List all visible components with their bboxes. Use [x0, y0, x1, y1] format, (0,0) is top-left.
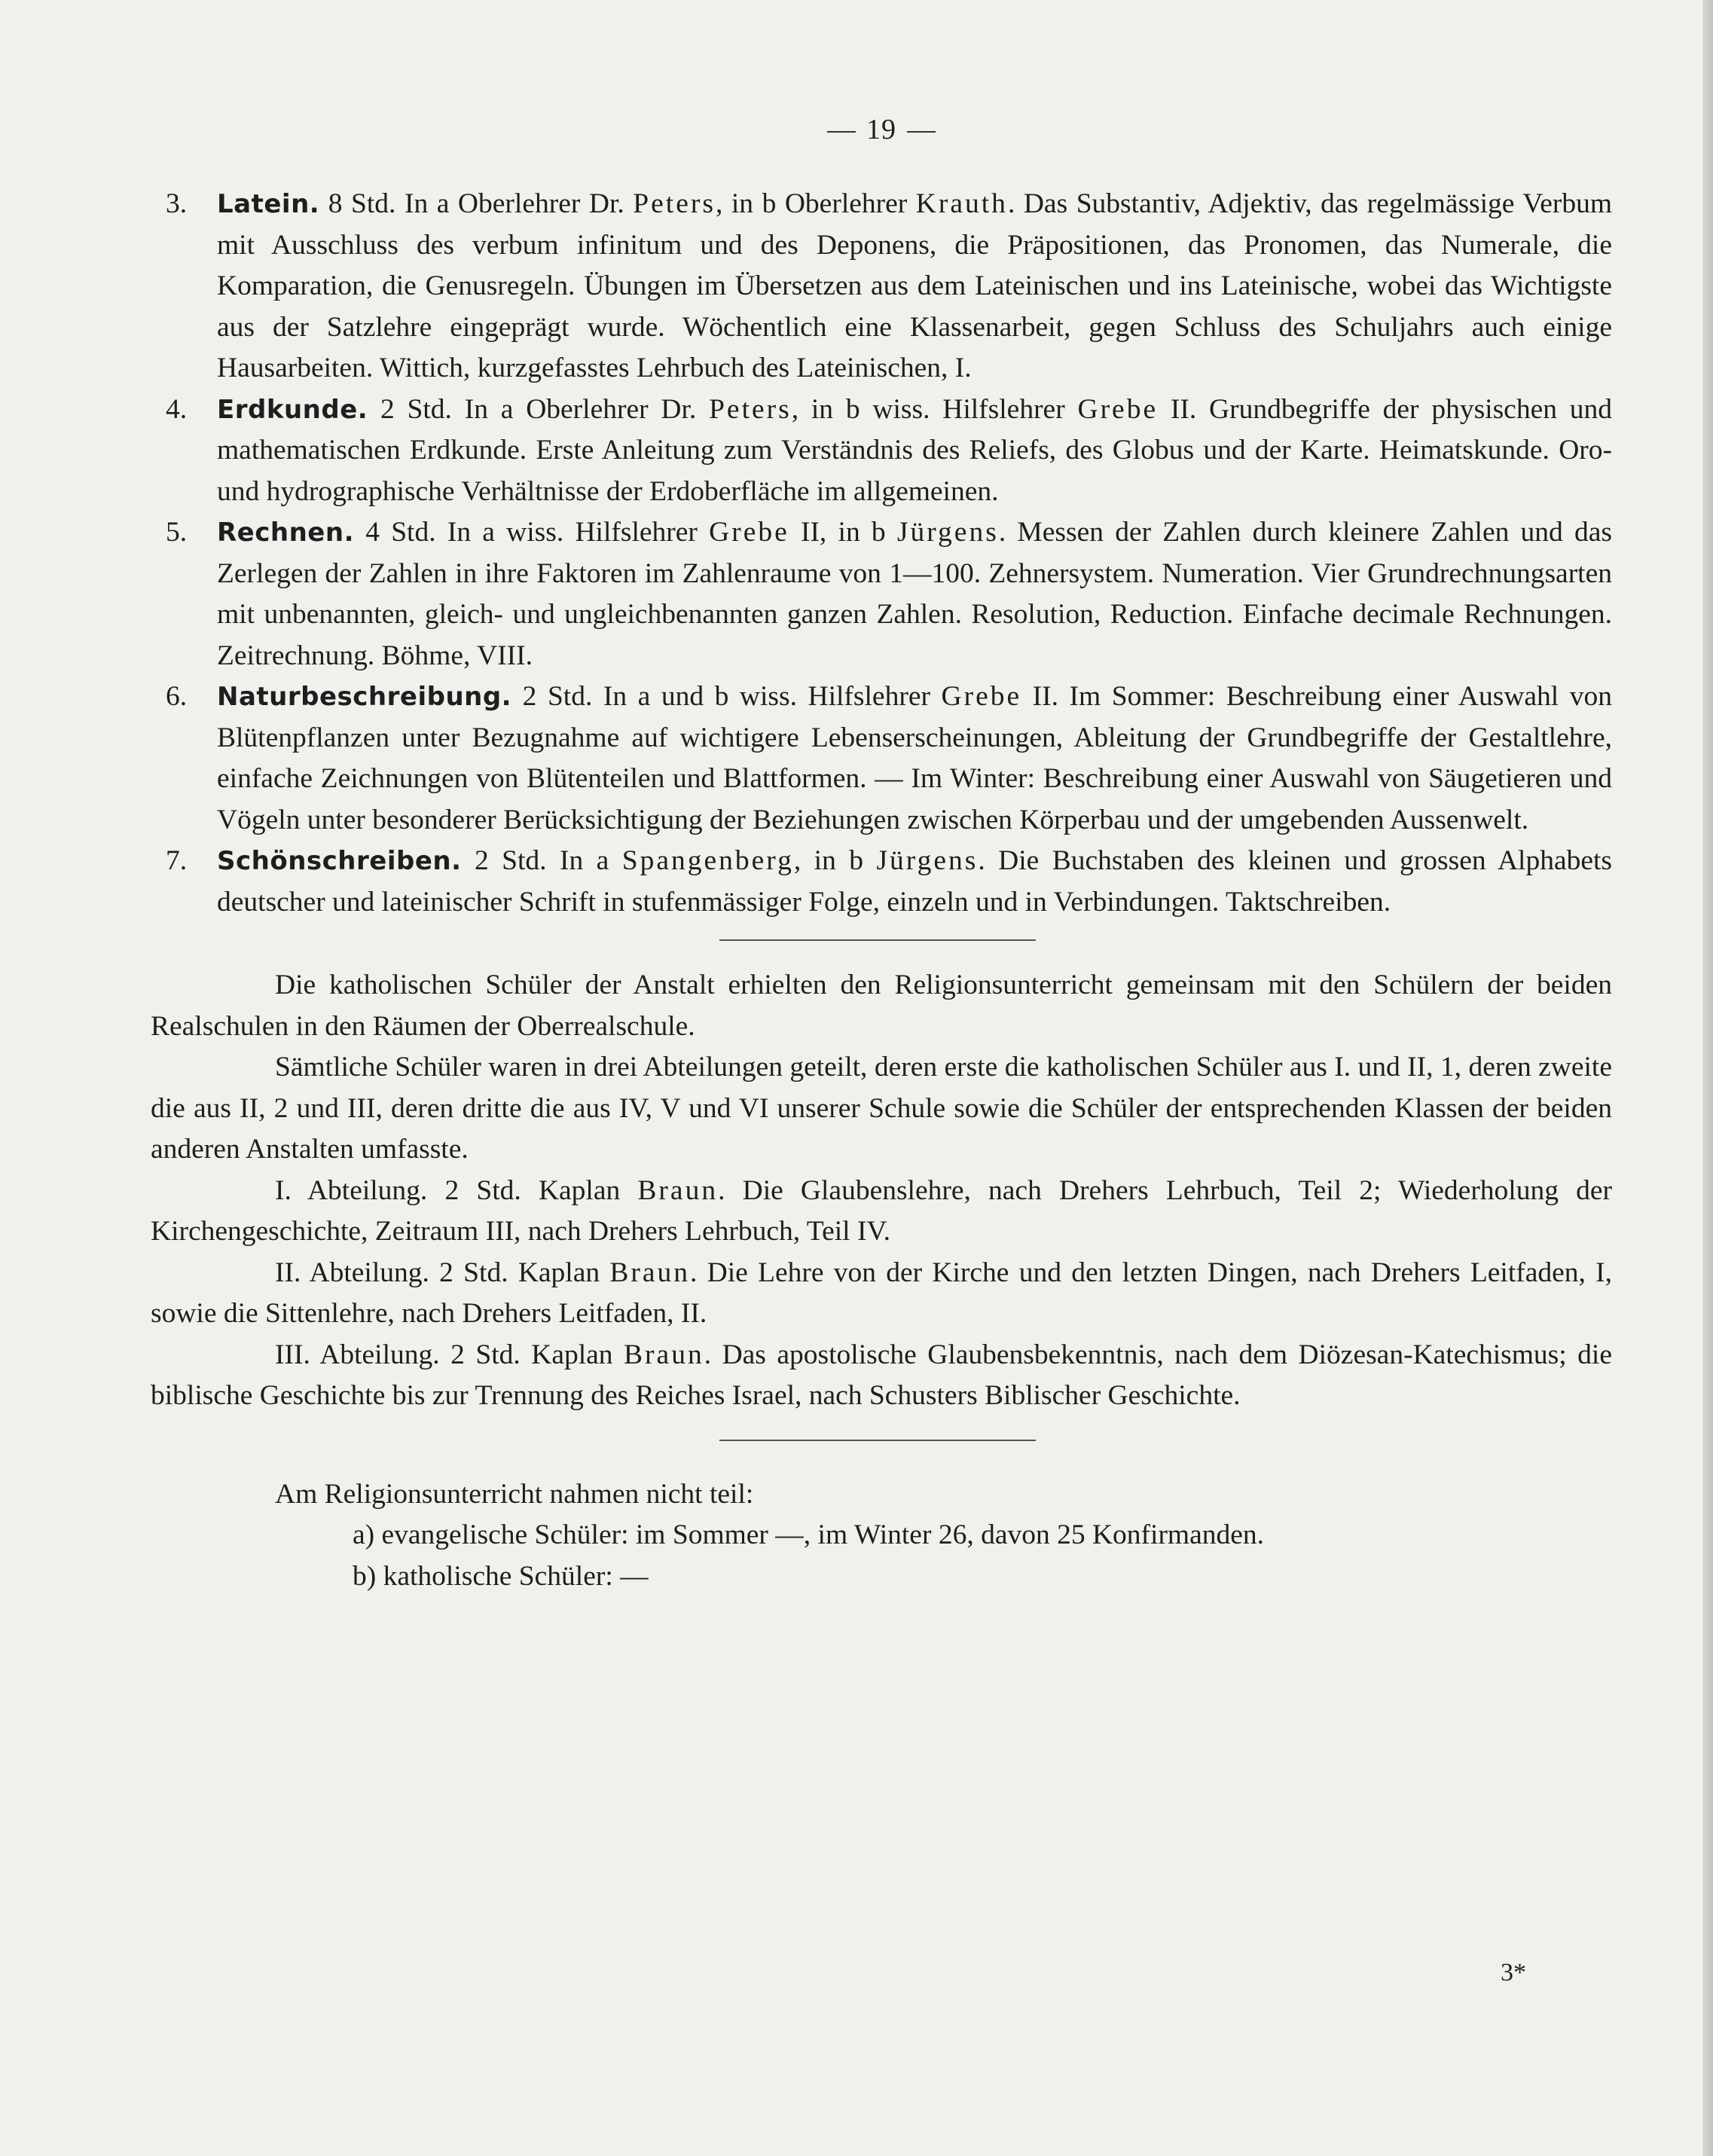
- signature-mark: 3*: [1501, 1959, 1526, 1987]
- scan-edge: [1702, 0, 1713, 2156]
- division-3: [151, 1335, 1612, 1417]
- division-2: [151, 1253, 1612, 1335]
- subject-intro: In a Oberlehrer Dr.: [464, 393, 697, 425]
- teacher-name: Braun: [624, 1339, 704, 1370]
- subject-intro-mid: II, in b: [789, 517, 886, 548]
- subject-intro: In a Oberlehrer Dr.: [404, 188, 624, 219]
- nonparticipants-intro: Am Religionsunterricht nahmen nicht teil:: [275, 1478, 754, 1510]
- division-description: . Die Lehre von der Kirche und den letzten Dingen, nach Drehers Leitfaden, I, sowie die Sittenlehre, nach Drehers Leitfaden, II.: [151, 1257, 1613, 1329]
- subject-intro: In a: [559, 845, 609, 876]
- subject-title: Rechnen.: [217, 518, 354, 548]
- division-description: . Die Glaubenslehre, nach Drehers Lehrbuch, Teil 2; Wiederholung der Kirchengeschichte, Zeitraum III, nach Drehers Lehrbuch, Teil IV.: [151, 1174, 1613, 1247]
- subject-description: . Die Buchstaben des kleinen und grossen Alphabets deutscher und lateinischer Schrift in stufenmässiger Folge, einzeln und in Verbindungen. Taktschreiben.: [217, 845, 1613, 918]
- teacher-name: Braun: [609, 1257, 691, 1288]
- teacher-name: Jürgens: [896, 517, 999, 548]
- page-number: [151, 113, 1612, 146]
- item-number: 7.: [166, 845, 188, 876]
- subject-description: . Das Substantiv, Adjektiv, das regelmässige Verbum mit Ausschluss des verbum infinitum und des Deponens, die Präpositionen, das Pronomen, das Numerale, die Komparation, die Genusregeln. Übungen im Übersetzen aus dem Lateinischen und ins Lateinische, wobei das Wichtigste aus der Satzlehre eingeprägt wurde. Wöchentlich eine Klassenarbeit, gegen Schluss des Schuljahrs auch einige Hausarbeiten. Wittich, kurzgefasstes Lehrbuch des Lateinischen, I.: [217, 188, 1613, 383]
- subject-intro-mid: II.: [1021, 681, 1058, 712]
- subject-description: II. Grundbegriffe der physischen und mathematischen Erdkunde. Erste Anleitung zum Verständnis des Reliefs, des Globus und der Karte. Heimatskunde. Oro- und hydrographische Verhältnisse der Erdoberfläche im allgemeinen.: [217, 393, 1613, 507]
- item-number: 6.: [166, 681, 188, 712]
- subject-title: Erdkunde.: [217, 394, 368, 425]
- subject-title: Naturbeschreibung.: [217, 682, 512, 712]
- subject-hours: 2 Std.: [474, 845, 547, 876]
- subject-title: Latein.: [217, 189, 320, 219]
- folio-dash-left: [827, 131, 856, 133]
- item-number: 4.: [166, 393, 188, 425]
- folio-dash-right: [907, 131, 936, 133]
- catholic-paragraph-2: Sämtliche Schüler waren in drei Abteilungen geteilt, deren erste die katholischen Schüler aus I. und II, 1, deren zweite die aus II, 2 und III, deren dritte die aus IV, V und VI unserer Schule sowie die Schüler der entsprechenden Klassen der beiden anderen Anstalten umfasste.: [151, 1052, 1612, 1165]
- subject-item-schoenschreiben: [151, 841, 1612, 923]
- subject-hours: 8 Std.: [328, 188, 396, 219]
- subject-intro: In a und b wiss. Hilfslehrer: [603, 681, 930, 712]
- teacher-name: Peters: [709, 393, 792, 425]
- subject-description: Im Sommer: Beschreibung einer Auswahl von Blütenpflanzen unter Bezugnahme auf wichtigere Lebenserscheinungen, Ableitung der Grundbegriffe der Gestaltlehre, einfache Zeichnungen von Blütenteilen und Blattformen. — Im Winter: Beschreibung einer Auswahl von Säugetieren und Vögeln unter besonderer Berücksichtigung der Beziehungen zwischen Körperbau und der umgebenden Aussenwelt.: [217, 681, 1613, 835]
- subject-intro-mid: , in b: [793, 845, 864, 876]
- subject-item-naturbeschreibung: [151, 676, 1612, 841]
- page-number-text: 19: [866, 114, 896, 145]
- subject-intro: In a wiss. Hilfslehrer: [447, 517, 698, 548]
- division-intro: II. Abteilung. 2 Std. Kaplan: [275, 1257, 600, 1288]
- teacher-name: Krauth: [915, 188, 1008, 219]
- section-divider: [719, 939, 1036, 941]
- subject-item-latein: [151, 184, 1612, 389]
- document-page: [151, 113, 1612, 1597]
- subject-description: . Messen der Zahlen durch kleinere Zahlen und das Zerlegen der Zahlen in ihre Faktoren im Zahlenraume von 1—100. Zehnersystem. Numeration. Vier Grundrechnungsarten mit unbenannten, gleich- und ungleichbenannten ganzen Zahlen. Resolution, Reduction. Einfache decimale Rechnungen. Zeitrechnung. Böhme, VIII.: [217, 517, 1613, 671]
- subject-hours: 4 Std.: [365, 517, 436, 548]
- subject-hours: 2 Std.: [380, 393, 452, 425]
- subject-title: Schönschreiben.: [217, 846, 462, 876]
- item-number: 3.: [166, 188, 188, 219]
- nonparticipants-catholic: b) katholische Schüler: —: [353, 1560, 649, 1592]
- teacher-name: Grebe: [941, 681, 1022, 712]
- catholic-paragraph-1: Die katholischen Schüler der Anstalt erhielten den Religionsunterricht gemeinsam mit den Schülern der beiden Realschulen in den Räumen der Oberrealschule.: [151, 970, 1612, 1042]
- teacher-name: Jürgens: [876, 845, 979, 876]
- catholic-religion-section: [151, 965, 1612, 1417]
- teacher-name: Grebe: [1077, 393, 1159, 425]
- teacher-name: Spangenberg: [621, 845, 794, 876]
- division-intro: I. Abteilung. 2 Std. Kaplan: [275, 1174, 621, 1206]
- subject-intro-mid: , in b wiss. Hilfslehrer: [791, 393, 1065, 425]
- division-1: [151, 1171, 1612, 1253]
- section-divider: [719, 1440, 1036, 1441]
- subject-list: [151, 184, 1612, 923]
- nonparticipants-section: [151, 1474, 1612, 1598]
- subject-hours: 2 Std.: [522, 681, 593, 712]
- teacher-name: Braun: [637, 1174, 719, 1206]
- nonparticipants-protestant: a) evangelische Schüler: im Sommer —, im Winter 26, davon 25 Konfirmanden.: [353, 1519, 1265, 1550]
- item-number: 5.: [166, 517, 188, 548]
- subject-item-rechnen: [151, 512, 1612, 676]
- subject-intro-mid: , in b Oberlehrer: [715, 188, 908, 219]
- division-description: . Das apostolische Glaubensbekenntnis, nach dem Diözesan-Katechismus; die biblische Geschichte bis zur Trennung des Reiches Israel, nach Schusters Biblischer Geschichte.: [151, 1339, 1612, 1411]
- division-intro: III. Abteilung. 2 Std. Kaplan: [275, 1339, 613, 1370]
- subject-item-erdkunde: [151, 389, 1612, 513]
- teacher-name: Peters: [633, 188, 716, 219]
- teacher-name: Grebe: [709, 517, 789, 548]
